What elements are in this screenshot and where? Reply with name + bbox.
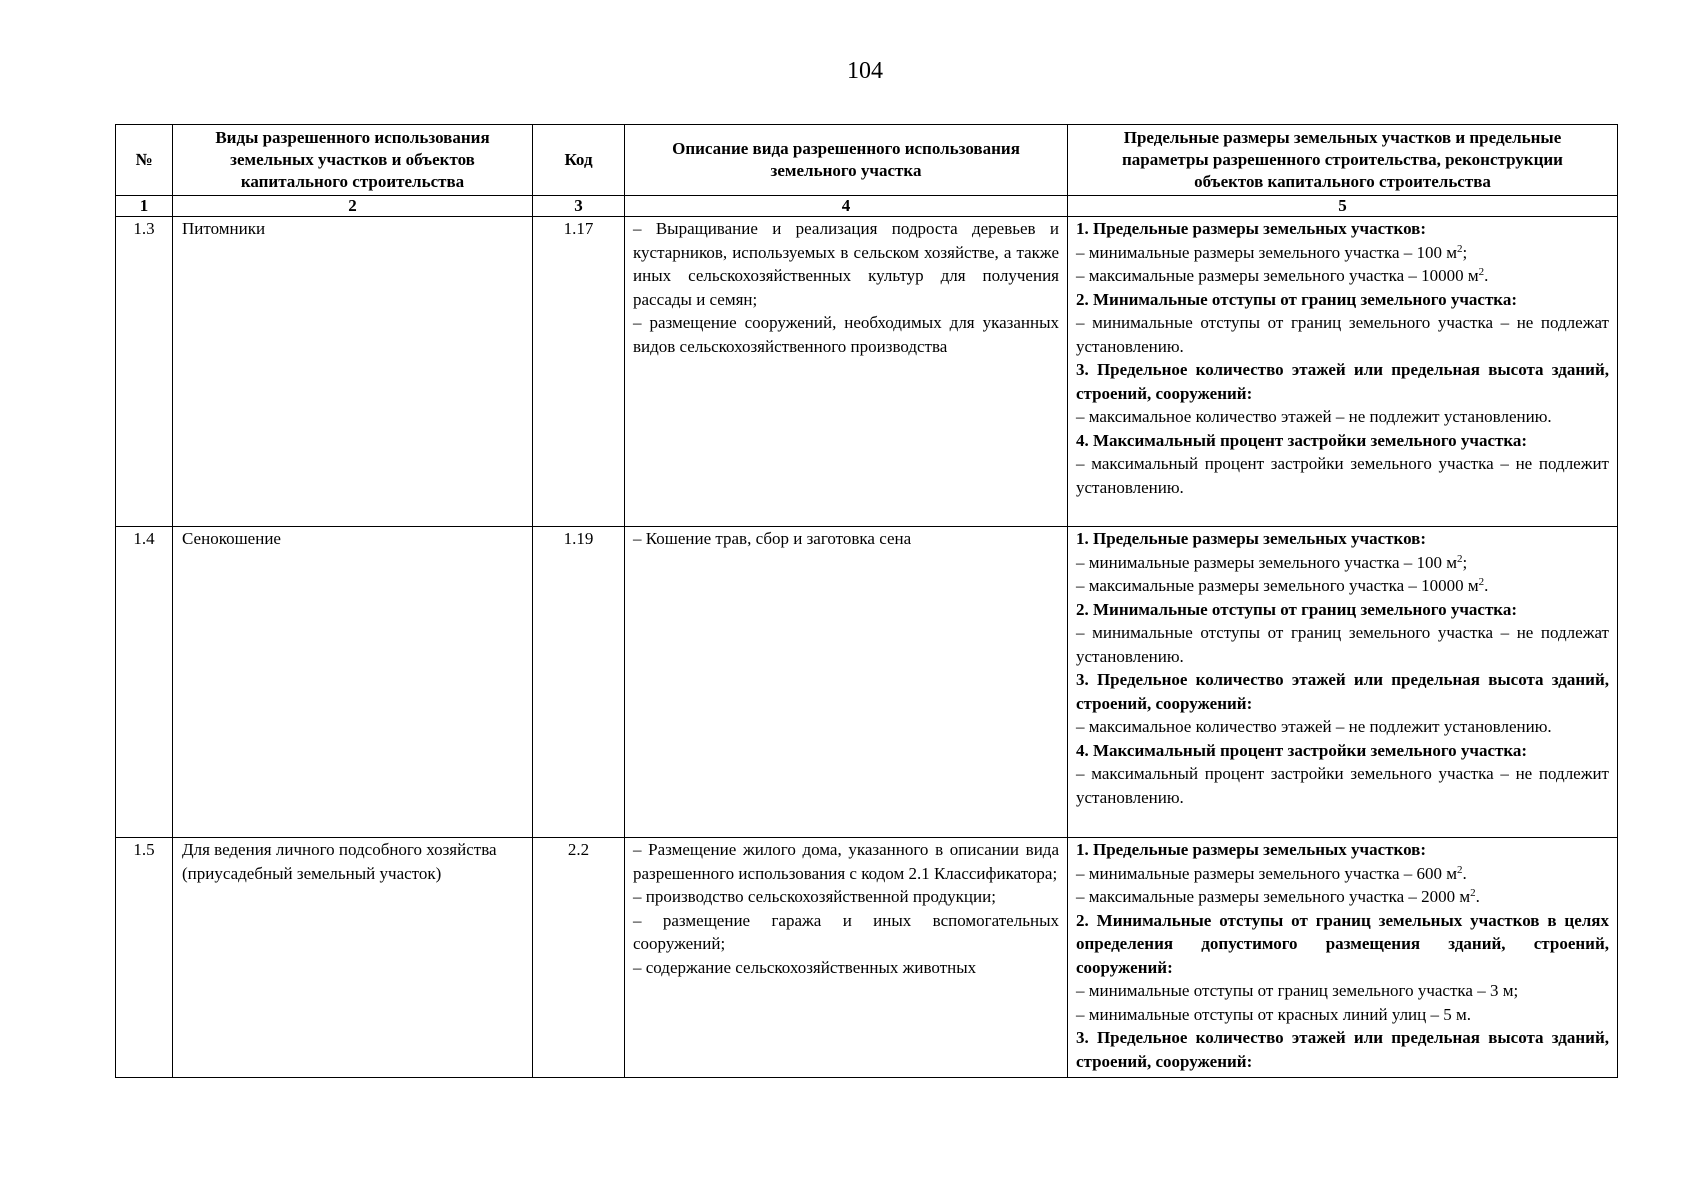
column-number: 4 [625,196,1068,217]
parameter-item [1076,862,1609,886]
use-parameters [1068,838,1618,1078]
parameter-heading: 3. Предельное количество этажей или предельная высота зданий, строений, сооружений: [1076,670,1609,713]
parameter-text: . [1475,887,1480,906]
parameter-item: – максимальное количество этажей – не подлежит установлению. [1076,717,1552,736]
parameter-text: . [1484,576,1489,595]
parameter-heading: 4. Максимальный процент застройки земельного участка: [1076,430,1528,450]
use-description [625,527,1068,838]
column-number: 3 [533,196,625,217]
superscript: 2 [1457,863,1463,876]
parameter-text: . [1484,266,1489,285]
header-no: № [116,125,173,196]
use-type-code: 1.19 [533,527,625,838]
parameter-item [1076,885,1609,909]
description-item: – размещение гаража и иных вспомогательных сооружений; [633,910,1059,953]
parameter-item [1076,264,1609,288]
row-number: 1.4 [116,527,173,838]
parameter-item: – максимальный процент застройки земельного участка – не подлежит установлению. [1076,764,1609,807]
table-row [116,527,1618,838]
superscript: 2 [1457,242,1463,255]
header-name: Виды разрешенного использования земельных участков и объектов капитального строительства [173,125,533,196]
parameter-heading: 2. Минимальные отступы от границ земельного участка: [1076,599,1517,619]
parameter-item: – максимальное количество этажей – не подлежит установлению. [1076,407,1552,426]
parameter-text: – минимальные размеры земельного участка – 100 м [1076,552,1458,572]
table-row [116,838,1618,1078]
description-item: – производство сельскохозяйственной продукции; [633,887,996,906]
use-type-code: 2.2 [533,838,625,1078]
use-description [625,217,1068,527]
parameter-text: ; [1462,552,1468,572]
column-number: 5 [1068,196,1618,217]
parameter-item: – максимальный процент застройки земельного участка – не подлежит установлению. [1076,454,1609,497]
description-item: – размещение сооружений, необходимых для указанных видов сельскохозяйственного производства [633,313,1059,356]
header-code: Код [533,125,625,196]
description-item: – Выращивание и реализация подроста деревьев и кустарников, используемых в сельском хозяйстве, а также иных сельскохозяйственных культур для получения рассады и семян; [633,219,1059,309]
parameter-item: – минимальные отступы от границ земельного участка – не подлежат установлению. [1076,313,1609,356]
use-type-name: Для ведения личного подсобного хозяйства (приусадебный земельный участок) [173,838,533,1078]
row-number: 1.5 [116,838,173,1078]
header-description: Описание вида разрешенного использования земельного участка [625,125,1068,196]
parameter-text: – максимальные размеры земельного участка – 10000 м [1076,266,1479,285]
page-number: 104 [847,58,883,84]
parameter-item: – минимальные отступы от границ земельного участка – не подлежат установлению. [1076,623,1609,666]
parameter-text: – максимальные размеры земельного участка – 10000 м [1076,576,1479,595]
superscript: 2 [1478,266,1485,278]
parameter-text: – максимальные размеры земельного участка – 2000 м [1076,887,1471,906]
parameter-item: – минимальные отступы от границ земельного участка – 3 м; [1076,981,1519,1000]
parameter-heading: 2. Минимальные отступы от границ земельных участков в целях определения допустимого размещения зданий, строений, сооружений: [1076,910,1609,977]
header-parameters: Предельные размеры земельных участков и предельные параметры разрешенного строительства, реконструкции объектов капитального строительства [1068,125,1618,196]
superscript: 2 [1470,887,1476,899]
superscript: 2 [1478,576,1485,588]
description-item: – Кошение трав, сбор и заготовка сена [633,529,912,548]
land-use-table [115,124,1618,1078]
column-number: 1 [116,196,173,217]
description-item: – содержание сельскохозяйственных животных [633,957,977,977]
table-header-row [116,125,1618,196]
parameter-heading: 4. Максимальный процент застройки земельного участка: [1076,740,1528,760]
parameter-heading: 1. Предельные размеры земельных участков: [1076,529,1427,548]
parameter-item: – минимальные отступы от красных линий улиц – 5 м. [1076,1004,1472,1024]
superscript: 2 [1457,552,1463,565]
column-numbers-row [116,196,1618,217]
parameter-text: ; [1462,242,1468,262]
use-type-code: 1.17 [533,217,625,527]
parameter-item [1076,574,1609,598]
parameter-heading: 2. Минимальные отступы от границ земельного участка: [1076,289,1517,309]
parameter-heading: 3. Предельное количество этажей или предельная высота зданий, строений, сооружений: [1076,1028,1609,1071]
use-description [625,838,1068,1078]
parameter-text: . [1462,863,1467,883]
column-number: 2 [173,196,533,217]
parameter-heading: 3. Предельное количество этажей или предельная высота зданий, строений, сооружений: [1076,360,1609,403]
parameter-heading: 1. Предельные размеры земельных участков: [1076,840,1427,859]
use-type-name: Сенокошение [173,527,533,838]
description-item: – Размещение жилого дома, указанного в описании вида разрешенного использования с кодом 2.1 Классификатора; [633,840,1059,883]
parameter-heading: 1. Предельные размеры земельных участков: [1076,219,1427,238]
parameter-text: – минимальные размеры земельного участка – 600 м [1076,863,1458,883]
parameter-item [1076,551,1609,575]
use-type-name: Питомники [173,217,533,527]
row-number: 1.3 [116,217,173,527]
use-parameters [1068,527,1618,838]
table-row [116,217,1618,527]
parameter-text: – минимальные размеры земельного участка – 100 м [1076,242,1458,262]
use-parameters [1068,217,1618,527]
parameter-item [1076,241,1609,265]
